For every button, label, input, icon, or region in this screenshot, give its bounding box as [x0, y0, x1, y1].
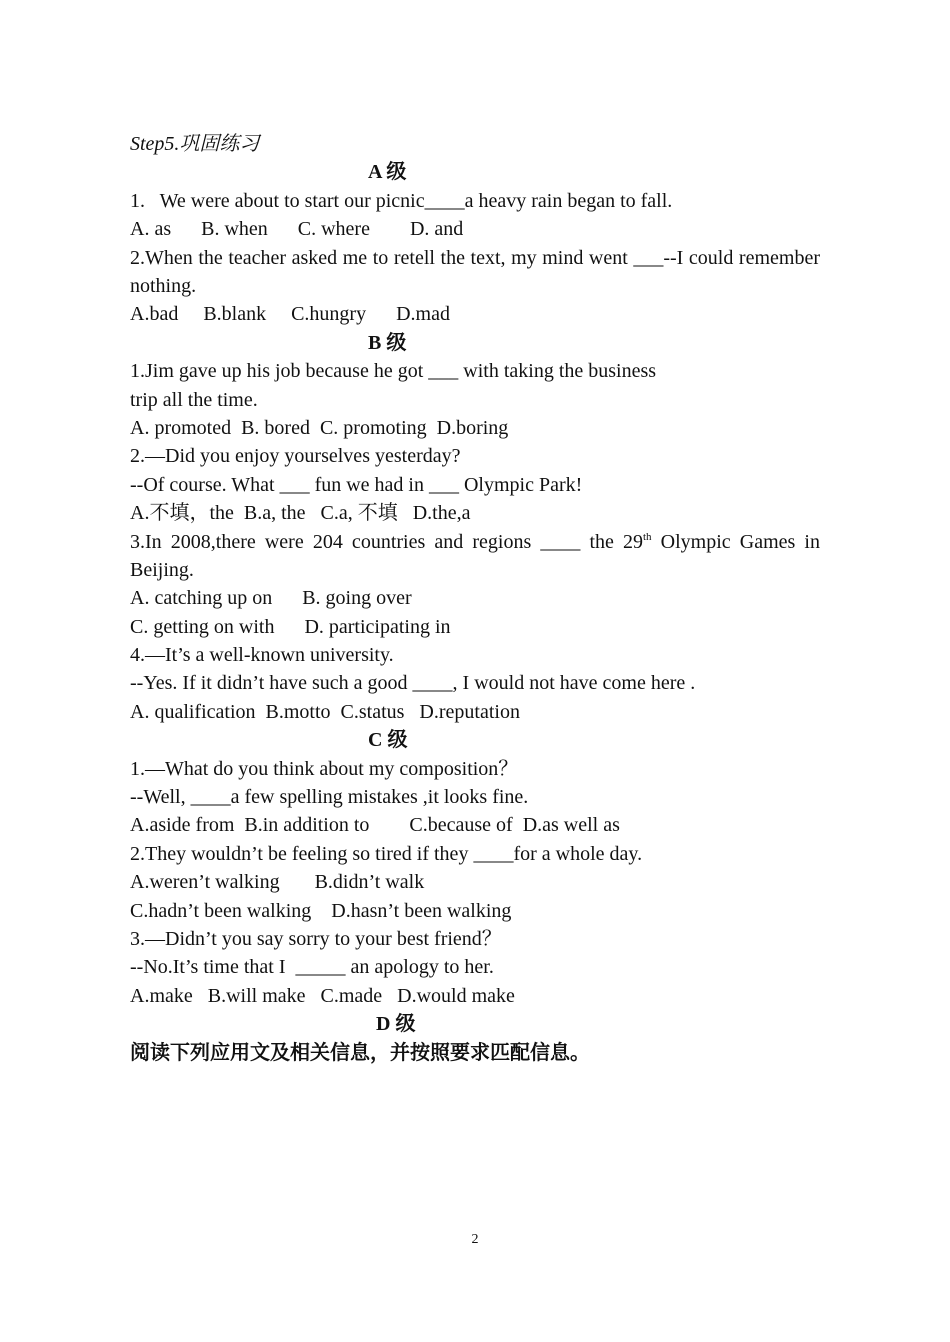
b-question-1-options: A. promoted B. bored C. promoting D.boring — [130, 416, 509, 439]
a-question-1-options: A. as B. when C. where D. and — [130, 218, 464, 241]
c-question-3-reply: --No.It’s time that I _____ an apology to her. — [130, 956, 494, 979]
step-heading: Step5.巩固练习 — [130, 133, 260, 155]
a-question-2-options: A.bad B.blank C.hungry D.mad — [130, 303, 450, 326]
ordinal-suffix: th — [643, 530, 652, 543]
b-question-3-options-2: C. getting on with D. participating in — [130, 615, 451, 638]
b-question-1-line-1: 1.Jim gave up his job because he got ___ with taking the business — [130, 360, 657, 383]
b-question-1-line-2: trip all the time. — [130, 388, 258, 411]
b-question-4: 4.—It’s a well-known university. — [130, 644, 394, 667]
a-question-2: 2.When the teacher asked me to retell the text, my mind went ___--I could remember nothing. — [130, 246, 820, 297]
c-question-2: 2.They wouldn’t be feeling so tired if they ____for a whole day. — [130, 842, 643, 865]
document-body — [130, 130, 820, 1067]
c-question-1: 1.—What do you think about my composition？ — [130, 757, 519, 780]
c-question-1-reply: --Well, ____a few spelling mistakes ,it looks fine. — [130, 786, 529, 809]
b-question-3 — [130, 528, 820, 585]
page-number: 2 — [471, 1232, 479, 1247]
b-question-4-options: A. qualification B.motto C.status D.reputation — [130, 700, 520, 723]
b-question-2: 2.—Did you enjoy yourselves yesterday? — [130, 445, 461, 468]
c-question-2-options-1: A.weren’t walking B.didn’t walk — [130, 871, 425, 894]
b-question-3-options-1: A. catching up on B. going over — [130, 587, 412, 610]
c-question-2-options-2: C.hadn’t been walking D.hasn’t been walking — [130, 899, 512, 922]
b-question-2-options: A.不填，the B.a, the C.a, 不填 D.the,a — [130, 502, 471, 525]
c-question-3-options: A.make B.will make C.made D.would make — [130, 984, 515, 1007]
level-a-heading: A 级 — [368, 161, 407, 184]
b-question-3-text-end: Olympic Games in Beijing. — [130, 530, 820, 581]
level-b-heading: B 级 — [368, 331, 407, 354]
a-question-1: 1. We were about to start our picnic____a heavy rain began to fall. — [130, 189, 673, 212]
c-question-1-options: A.aside from B.in addition to C.because of D.as well as — [130, 814, 620, 837]
d-instruction: 阅读下列应用文及相关信息，并按照要求匹配信息。 — [130, 1041, 590, 1064]
c-question-3: 3.—Didn’t you say sorry to your best friend？ — [130, 928, 502, 950]
level-d-heading: D 级 — [376, 1013, 416, 1036]
b-question-3-text: 3.In 2008,there were 204 countries and regions ____ the 29 — [130, 530, 643, 553]
level-c-heading: C 级 — [368, 729, 408, 752]
b-question-4-reply: --Yes. If it didn’t have such a good ____, I would not have come here . — [130, 672, 696, 695]
b-question-2-reply: --Of course. What ___ fun we had in ___ Olympic Park! — [130, 473, 583, 496]
